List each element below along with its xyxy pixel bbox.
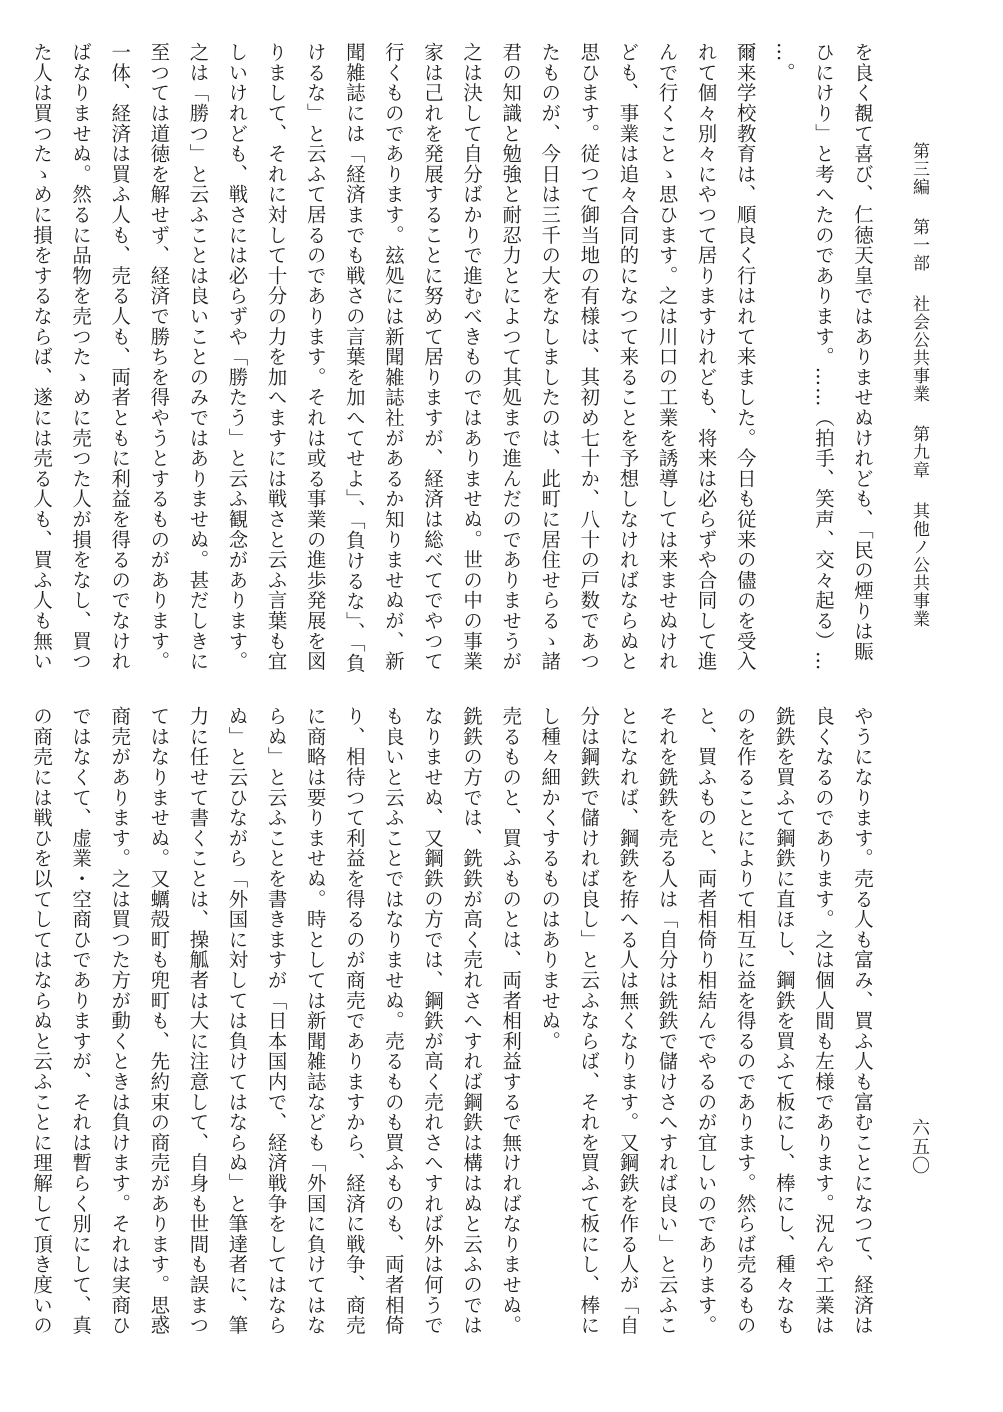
lower-text-block: [30, 706, 882, 1366]
text-line: たものが、今日は三千の大をなしましたのは、此町に居住せらるゝ諸: [538, 42, 562, 672]
text-line: 売るものと、買ふものとは、両者相利益するで無ければなりませぬ。: [499, 706, 523, 1336]
text-line: 良くなるのであります。之は個人間も左様であります。況んや工業は: [811, 706, 835, 1336]
text-line: …。: [772, 42, 796, 83]
text-line: 銑鉄を買ふて鋼鉄に直ほし、鋼鉄を買ふて板にし、棒にし、種々なも: [772, 706, 796, 1336]
upper-text-block: [30, 42, 882, 674]
text-line: 行くものであります。玆処には新聞雑誌社があるか知りませぬが、新: [381, 42, 405, 672]
text-line: 家は己れを発展することに努めて居りますが、経済は総べてでやつて: [420, 42, 444, 672]
text-line: とになれば、鋼鉄を拵へる人は無くなります。又鋼鉄を作る人が「自: [616, 706, 640, 1336]
text-line: のを作ることによりて相互に益を得るのであります。然らば売るもの: [733, 706, 757, 1336]
text-line: てはなりませぬ。又蠣殻町も兜町も、先約束の商売があります。思惑: [147, 706, 171, 1336]
text-line: り、相待つて利益を得るのが商売でありますから、経済に戦争、商売: [342, 706, 366, 1336]
text-line: も良いと云ふことではなりませぬ。売るものも買ふものも、両者相倚: [381, 706, 405, 1336]
text-line: やうになります。売る人も富み、買ふ人も富むことになつて、経済は: [851, 706, 874, 1336]
text-line: 之は「勝つ」と云ふことは良いことのみではありませぬ。甚だしきに: [186, 42, 210, 672]
text-line: 銑鉄の方では、銑鉄が高く売れさへすれば鋼鉄は構はぬと云ふのでは: [460, 706, 484, 1336]
text-line: 商売があります。之は買つた方が動くときは負けます。それは実商ひ: [108, 706, 132, 1336]
header-part: 第三編: [909, 142, 929, 196]
text-line: 爾来学校教育は、順良く行はれて来ました。今日も従来の儘のを受入: [733, 42, 757, 672]
text-line: ばなりませぬ。然るに品物を売つたゝめに売つた人が損をなし、買つ: [69, 42, 93, 672]
text-line: それを銑鉄を売る人は「自分は銑鉄で儲けさへすれば良い」と云ふこ: [655, 706, 679, 1336]
text-line: し種々細かくするものはありませぬ。: [538, 706, 562, 1052]
text-line: 分は鋼鉄で儲ければ良し」と云ふならば、それを買ふて板にし、棒に: [577, 706, 601, 1336]
text-line: んで行くことゝ思ひます。之は川口の工業を誘導しては来ませぬけれ: [655, 42, 679, 672]
header-section: 第一部: [909, 218, 929, 273]
header-chapter-title: 其他ノ公共事業: [909, 501, 929, 628]
text-line: 一体、経済は買ふ人も、売る人も、両者ともに利益を得るのでなけれ: [108, 42, 132, 672]
text-line: た人は買つたゝめに損をするならば、遂には売る人も、買ふ人も無い: [30, 42, 54, 672]
text-line: 君の知識と勉強と耐忍力とによつて其処まで進んだのでありませうが: [499, 42, 523, 672]
page-number: 六五〇: [909, 1118, 930, 1175]
text-line: 力に任せて書くことは、操觚者は大に注意して、自身も世間も誤まつ: [186, 706, 210, 1336]
text-line: ども、事業は追々合同的になつて来ることを予想しなければならぬと: [616, 42, 640, 672]
header-chapter: 第九章: [909, 425, 929, 480]
text-line: の商売には戦ひを以てしてはならぬと云ふことに理解して頂き度いの: [30, 706, 54, 1336]
text-line: 思ひます。従つて御当地の有様は、其初め七十か、八十の戸数であつ: [577, 42, 601, 672]
text-line: しいけれども、戦さには必らずや「勝たう」と云ふ観念があります。: [225, 42, 249, 672]
text-line: 至つては道徳を解せず、経済で勝ちを得やうとするものがあります。: [147, 42, 171, 672]
text-line: 之は決して自分ばかりで進むべきものではありませぬ。世の中の事業: [460, 42, 484, 672]
text-line: りまして、それに対して十分の力を加へますには戦さと云ふ言葉も宜: [264, 42, 288, 672]
text-line: れて個々別々にやつて居りますけれども、将来は必らずや合同して進: [694, 42, 718, 672]
text-line: 聞雑誌には「経済までも戦さの言葉を加へてせよ」、「負けるな」、「負: [342, 42, 366, 674]
header-section-title: 社会公共事業: [909, 294, 929, 403]
running-header: [905, 142, 933, 662]
text-line: らぬ」と云ふことを書きますが「日本国内で、経済戦争をしてはなら: [264, 706, 288, 1336]
text-line: ではなくて、虚業・空商ひでありますが、それは暫らく別にして、真: [69, 706, 93, 1336]
text-line: なりませぬ、又鋼鉄の方では、鋼鉄が高く売れさへすれば外は何うで: [420, 706, 444, 1336]
text-line: ひにけり」と考へたのであります。……（拍手、笑声、交々起る）…: [811, 42, 835, 672]
text-line: に商略は要りませぬ。時としては新聞雑誌なども「外国に負けてはな: [303, 706, 327, 1336]
text-line: を良く覩て喜び、仁徳天皇ではありませぬけれども、「民の煙りは賑: [851, 42, 874, 662]
text-line: と、買ふものと、両者相倚り相結んでやるのが宜しいのであります。: [694, 706, 718, 1336]
text-line: ぬ」と云ひながら「外国に対しては負けてはならぬ」と筆達者に、筆: [225, 706, 249, 1336]
text-line: けるな」と云ふて居るのであります。それは或る事業の進歩発展を図: [303, 42, 327, 672]
